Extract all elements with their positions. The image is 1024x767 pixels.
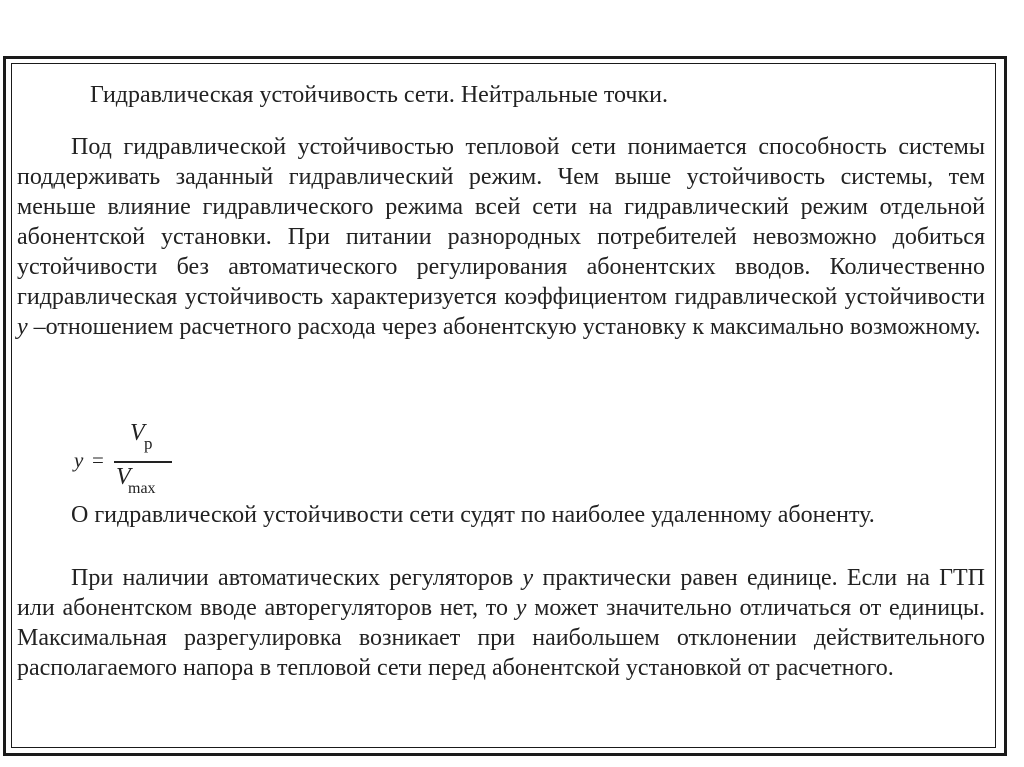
- paragraph-text: Под гидравлической устойчивостью тепловой сети понимается способность системы поддерживать заданный гидравлический режим. Чем выше устойчивость системы, тем меньше влияние гидравлического режима всей сети на гидравлический режим отдельной абонентской установки. При питании разнородных потребителей невозможно добиться устойчивости без автоматического регулирования абонентских вводов. Количественно гидравлическая устойчивость характеризуется коэффициентом гидравлической устойчивости: [17, 134, 985, 310]
- page-title: Гидравлическая устойчивость сети. Нейтральные точки.: [90, 82, 668, 108]
- paragraph-text: практически равен единице. Если на ГТП или абонентском вводе авторегуляторов нет, то: [17, 565, 985, 621]
- paragraph-text: –отношением расчетного расхода через абонентскую установку к максимально возможному.: [27, 314, 981, 340]
- formula-equals: =: [92, 448, 104, 472]
- paragraph-text: может значительно отличаться от единицы. Максимальная разрегулировка возникает при наибольшем отклонении действительного располагаемого напора в тепловой сети перед абонентской установкой от расчетного.: [17, 595, 986, 681]
- variable-y: y: [17, 314, 28, 340]
- formula-denominator: V: [116, 464, 131, 490]
- paragraph-text: При наличии автоматических регуляторов: [71, 565, 523, 591]
- fraction-bar: [114, 461, 172, 463]
- paragraph-remote-subscriber: О гидравлической устойчивости сети судят по наиболее удаленному абоненту.: [71, 502, 875, 528]
- variable-y: y: [522, 565, 534, 591]
- formula-numerator-subscript: p: [144, 434, 153, 453]
- paragraph-stability-definition: [17, 132, 985, 342]
- stability-formula: [74, 418, 194, 502]
- formula-lhs: y: [74, 448, 84, 472]
- variable-y: y: [515, 595, 527, 621]
- formula-numerator: V: [130, 420, 145, 446]
- formula-denominator-subscript: max: [128, 480, 156, 497]
- paragraph-regulators: [17, 563, 985, 683]
